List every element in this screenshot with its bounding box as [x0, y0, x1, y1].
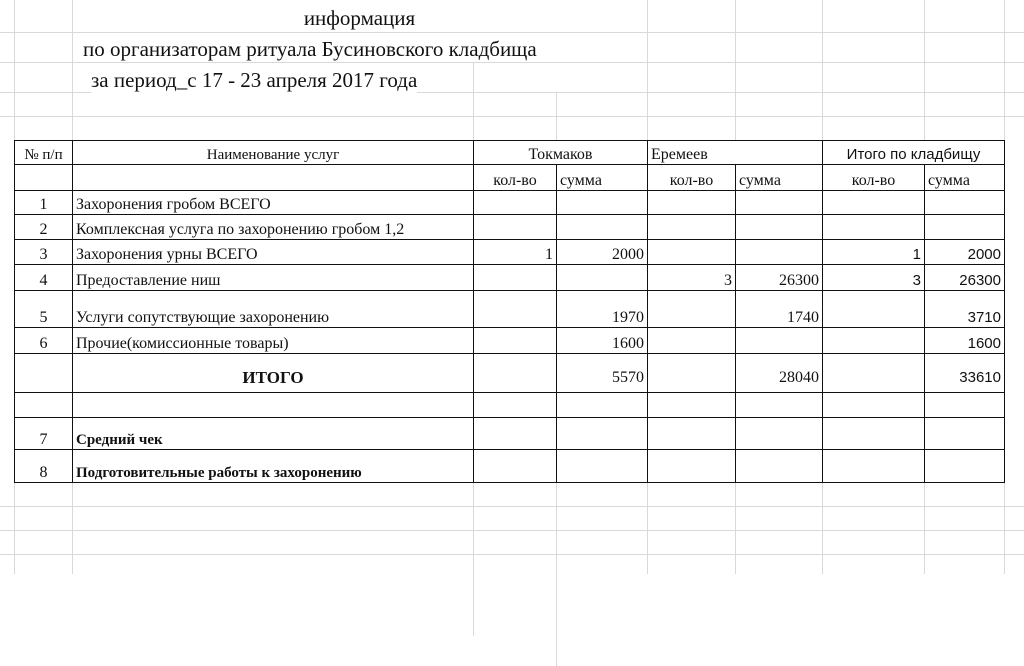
empty-cell — [925, 450, 1005, 483]
empty-cell — [823, 418, 925, 450]
title-line-1: информация — [73, 6, 646, 31]
header-total: Итого по кладбищу — [823, 141, 1005, 165]
total-qty — [823, 215, 925, 240]
empty-cell — [474, 354, 557, 393]
eremeev-qty — [648, 240, 736, 265]
eremeev-qty — [648, 191, 736, 215]
total-sum: 26300 — [925, 265, 1005, 291]
row-num: 3 — [15, 240, 73, 265]
header-eremeev-qty: кол-во — [648, 165, 736, 191]
blank-row — [15, 393, 1005, 418]
eremeev-qty — [648, 328, 736, 354]
gridline — [0, 530, 1024, 531]
row-num: 2 — [15, 215, 73, 240]
eremeev-sum: 26300 — [736, 265, 823, 291]
header-name: Наименование услуг — [73, 141, 474, 165]
row-name: Комплексная услуга по захоронению гробом 1,2 — [73, 215, 474, 240]
row-num: 1 — [15, 191, 73, 215]
empty-cell — [925, 418, 1005, 450]
tokmakov-qty — [474, 291, 557, 328]
tokmakov-sum: 1600 — [557, 328, 648, 354]
empty-cell — [474, 418, 557, 450]
eremeev-sum — [736, 240, 823, 265]
eremeev-sum — [736, 328, 823, 354]
table-row — [15, 240, 1005, 265]
tokmakov-sum: 2000 — [557, 240, 648, 265]
table-row — [15, 450, 1005, 483]
row-name: Захоронения гробом ВСЕГО — [73, 191, 474, 215]
row-num: 4 — [15, 265, 73, 291]
table-row — [15, 291, 1005, 328]
row-name: Подготовительные работы к захоронению — [73, 450, 474, 483]
header-total-sum: сумма — [925, 165, 1005, 191]
empty-cell — [648, 450, 736, 483]
header-total-qty: кол-во — [823, 165, 925, 191]
gridline — [0, 62, 1024, 63]
total-eremeev-sum: 28040 — [736, 354, 823, 393]
table-row — [15, 418, 1005, 450]
row-name: Предоставление ниш — [73, 265, 474, 291]
row-name: Услуги сопутствующие захоронению — [73, 291, 474, 328]
empty-cell — [736, 450, 823, 483]
empty-cell — [15, 165, 73, 191]
total-qty — [823, 291, 925, 328]
tokmakov-qty — [474, 328, 557, 354]
empty-cell — [73, 165, 474, 191]
empty-cell — [736, 418, 823, 450]
total-sum: 2000 — [925, 240, 1005, 265]
row-num: 7 — [15, 418, 73, 450]
report-table — [14, 140, 1005, 483]
header-num: № п/п — [15, 141, 73, 165]
total-row — [15, 354, 1005, 393]
gridline — [0, 32, 1024, 33]
eremeev-sum — [736, 215, 823, 240]
empty-cell — [648, 418, 736, 450]
empty-cell — [557, 450, 648, 483]
total-cemetery-sum: 33610 — [925, 354, 1005, 393]
tokmakov-sum — [557, 215, 648, 240]
header-tokmakov-qty: кол-во — [474, 165, 557, 191]
total-qty — [823, 328, 925, 354]
total-sum — [925, 215, 1005, 240]
eremeev-sum: 1740 — [736, 291, 823, 328]
empty-cell — [474, 450, 557, 483]
row-num: 5 — [15, 291, 73, 328]
total-sum — [925, 191, 1005, 215]
gridline — [0, 116, 1024, 117]
empty-cell — [823, 450, 925, 483]
tokmakov-sum: 1970 — [557, 291, 648, 328]
gridline — [0, 554, 1024, 555]
table-row — [15, 191, 1005, 215]
title-line-3: за период_с 17 - 23 апреля 2017 года — [91, 68, 418, 92]
header-row-1 — [15, 141, 1005, 165]
row-num: 8 — [15, 450, 73, 483]
eremeev-qty — [648, 291, 736, 328]
empty-cell — [15, 354, 73, 393]
total-qty: 1 — [823, 240, 925, 265]
tokmakov-qty — [474, 191, 557, 215]
header-tokmakov-sum: сумма — [557, 165, 648, 191]
empty-cell — [557, 418, 648, 450]
total-tokmakov-sum: 5570 — [557, 354, 648, 393]
empty-cell — [648, 354, 736, 393]
empty-cell — [823, 354, 925, 393]
row-name: Захоронения урны ВСЕГО — [73, 240, 474, 265]
tokmakov-sum — [557, 191, 648, 215]
table-row — [15, 265, 1005, 291]
title-line-2: по организаторам ритуала Бусиновского кладбища — [83, 37, 537, 61]
eremeev-sum — [736, 191, 823, 215]
total-qty — [823, 191, 925, 215]
table-row — [15, 328, 1005, 354]
row-num: 6 — [15, 328, 73, 354]
row-name: Средний чек — [73, 418, 474, 450]
tokmakov-sum — [557, 265, 648, 291]
header-eremeev-blank — [736, 141, 823, 165]
header-row-2 — [15, 165, 1005, 191]
total-sum: 3710 — [925, 291, 1005, 328]
eremeev-qty — [648, 215, 736, 240]
total-label: ИТОГО — [73, 354, 474, 393]
total-qty: 3 — [823, 265, 925, 291]
header-tokmakov: Токмаков — [474, 141, 648, 165]
eremeev-qty: 3 — [648, 265, 736, 291]
gridline — [0, 506, 1024, 507]
tokmakov-qty — [474, 215, 557, 240]
total-sum: 1600 — [925, 328, 1005, 354]
tokmakov-qty: 1 — [474, 240, 557, 265]
header-eremeev: Еремеев — [648, 141, 736, 165]
tokmakov-qty — [474, 265, 557, 291]
header-eremeev-sum: сумма — [736, 165, 823, 191]
row-name: Прочие(комиссионные товары) — [73, 328, 474, 354]
table-row — [15, 215, 1005, 240]
